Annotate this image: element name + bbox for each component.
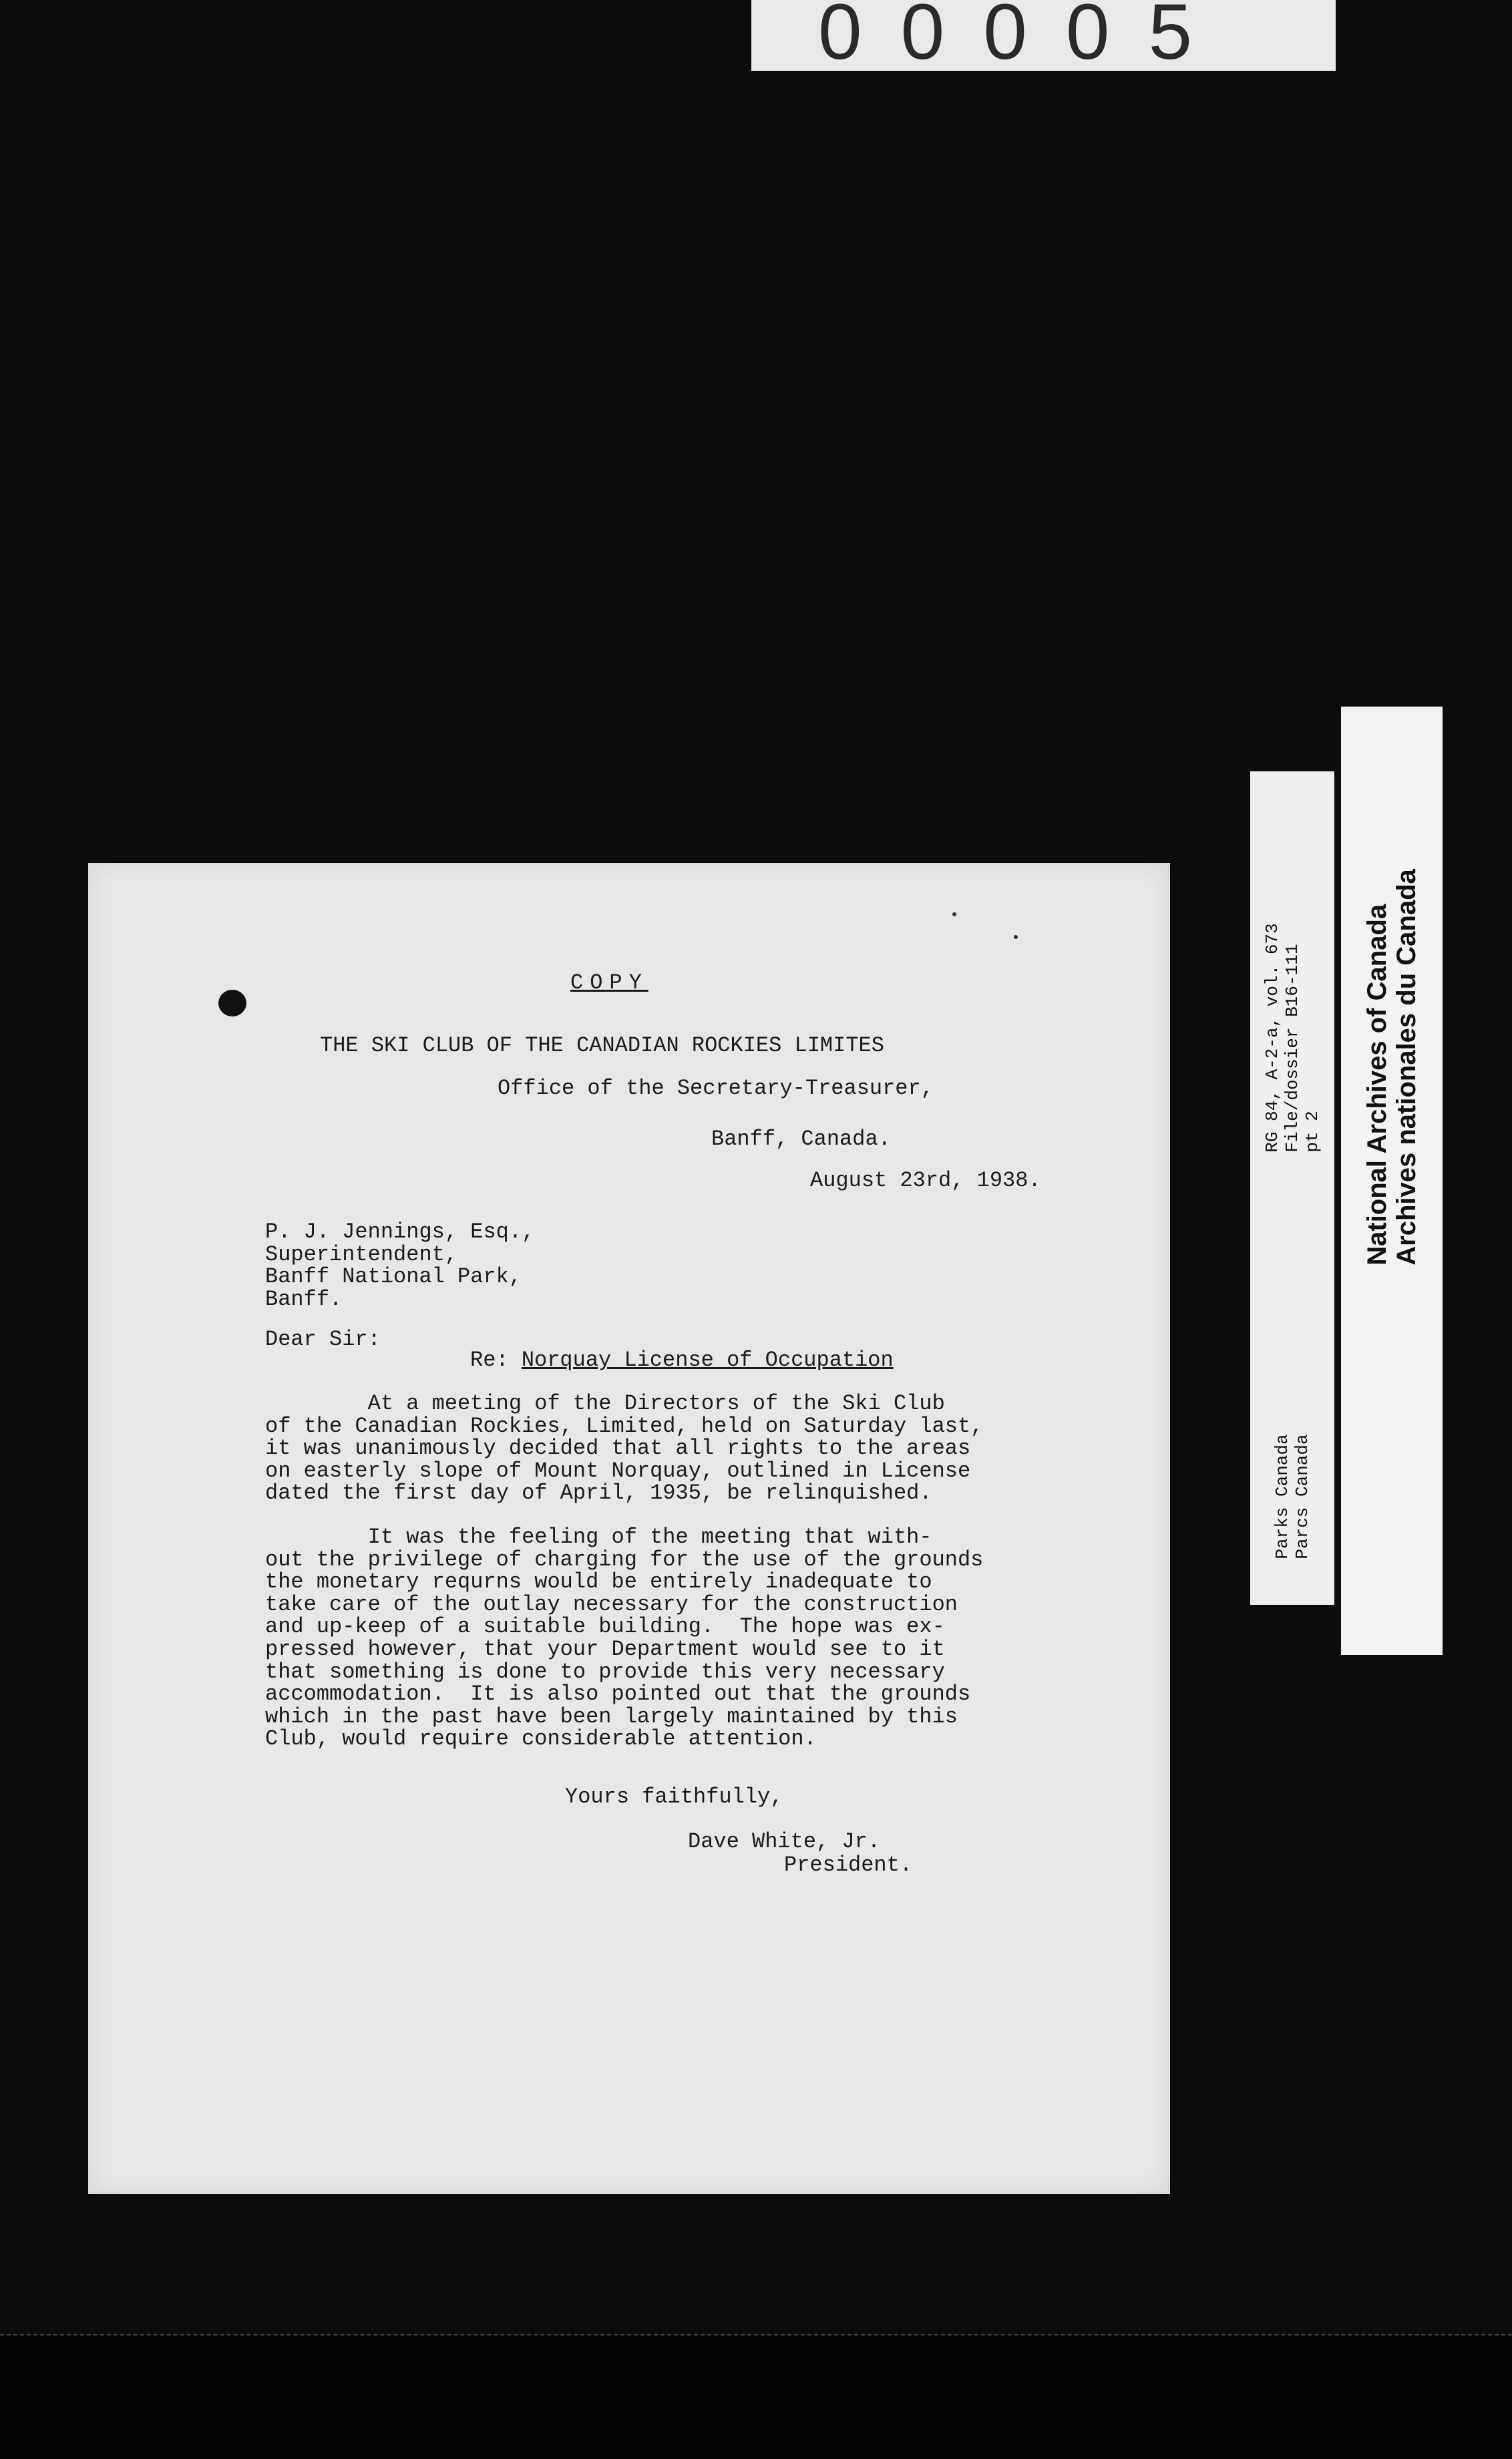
archives-lines (1362, 869, 1421, 1266)
office-line: Office of the Secretary-Treasurer, (498, 1076, 934, 1101)
agency-line: Parks Canada (1272, 1434, 1292, 1559)
subject-prefix: Re: (470, 1348, 522, 1372)
paragraph-1: At a meeting of the Directors of the Ski Club of the Canadian Rockies, Limited, held on Saturday last, it was unanimously decided that all rights to the areas on easterly slope of Mount Norquay, outlined in License dated the first day of April, 1935, be relinquished. (265, 1391, 984, 1506)
film-edge (0, 2334, 1512, 2459)
speck (952, 912, 956, 916)
archives-line: National Archives of Canada (1362, 904, 1392, 1266)
subject-line (470, 1349, 894, 1372)
ink-blot (218, 990, 246, 1016)
reference-line: pt 2 (1302, 1111, 1322, 1153)
copy-heading: COPY (570, 970, 648, 995)
subject-text: Norquay License of Occupation (521, 1348, 894, 1372)
reference-line: File/dossier B16-111 (1282, 944, 1302, 1153)
salutation: Dear Sir: (265, 1327, 381, 1352)
speck (1014, 935, 1018, 939)
agency-lines (1272, 1434, 1312, 1559)
paragraph-2: It was the feeling of the meeting that with- out the privilege of charging for the use of the grounds the monetary requrns would be entirely inadequate to take care of the outlay necessary for the construction and up-keep of a suitable building. The hope was ex- pressed however, that your Department would see to it that something is done to provide this very necessary accommodation. It is also pointed out that the grounds which in the past have been largely maintained by this Club, would require considerable attention. (265, 1525, 984, 1752)
organization-name: THE SKI CLUB OF THE CANADIAN ROCKIES LIMITES (320, 1033, 884, 1058)
city-line: Banff, Canada. (711, 1127, 891, 1151)
reference-line: RG 84, A-2-a, vol. 673 (1262, 923, 1282, 1153)
reference-lines (1262, 924, 1322, 1153)
agency-line: Parcs Canada (1292, 1434, 1312, 1559)
letter-date: August 23rd, 1938. (810, 1168, 1041, 1193)
archives-line: Archives nationales du Canada (1392, 868, 1421, 1266)
closing: Yours faithfully, (565, 1784, 783, 1809)
signer-title: President. (784, 1853, 913, 1877)
recipient-address: P. J. Jennings, Esq., Superintendent, Banff National Park, Banff. (265, 1219, 535, 1312)
archives-slip (1341, 707, 1443, 1655)
signer-name: Dave White, Jr. (688, 1829, 881, 1854)
reference-slip (1250, 771, 1334, 1605)
frame-number: 00005 (751, 0, 1336, 71)
letter-page (88, 863, 1170, 2194)
